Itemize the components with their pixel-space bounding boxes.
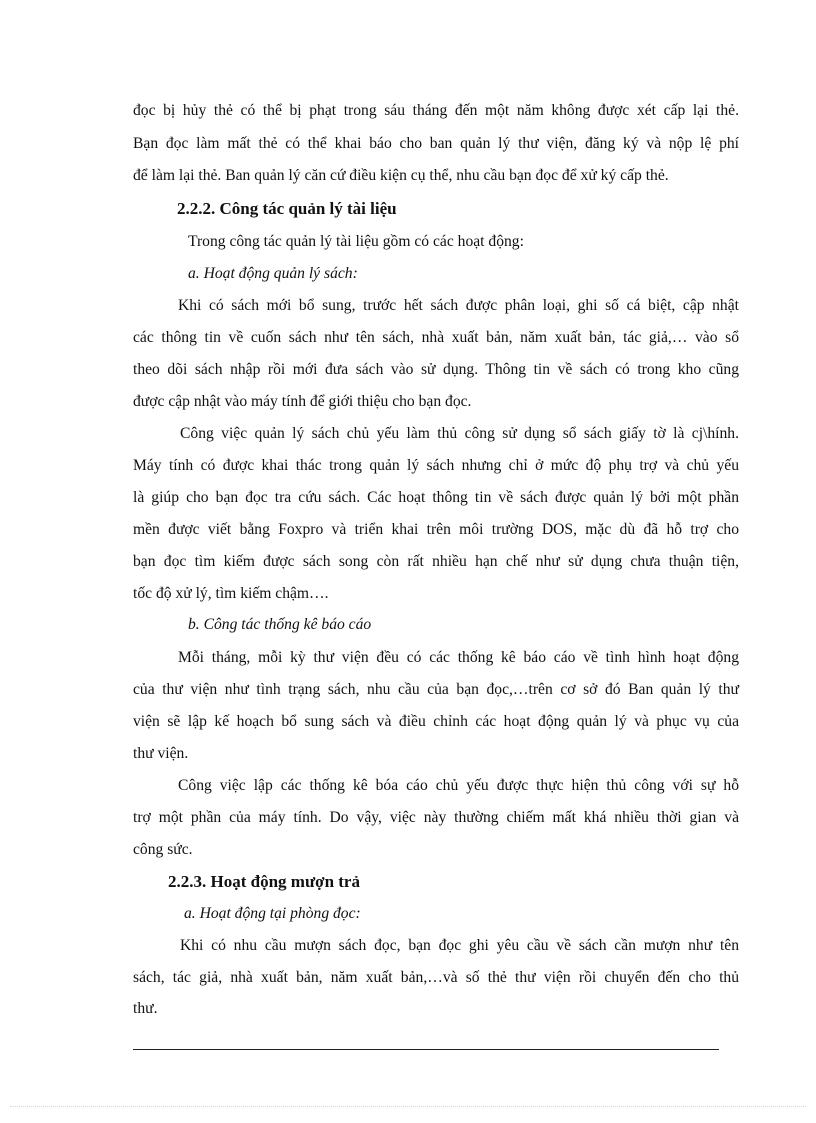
section-intro: Trong công tác quản lý tài liệu gồm có các hoạt động: (188, 233, 524, 250)
text-line: Mỗi tháng, mỗi kỳ thư viện đều có các thống kê báo cáo về tình hình hoạt động (178, 649, 739, 666)
text-line: Khi có sách mới bổ sung, trước hết sách được phân loại, ghi số cá biệt, cập nhật (178, 297, 739, 314)
text-line: viện sẽ lập kế hoạch bổ sung sách và điều chỉnh các hoạt động quản lý và phục vụ của (133, 713, 739, 730)
text-line: Khi có nhu cầu mượn sách đọc, bạn đọc ghi yêu cầu về sách cần mượn như tên (180, 937, 739, 954)
text-line: Bạn đọc làm mất thẻ có thể khai báo cho ban quản lý thư viện, đăng ký và nộp lệ phí (133, 135, 739, 152)
section-heading: 2.2.2. Công tác quản lý tài liệu (177, 199, 397, 218)
text-line: Công việc quản lý sách chủ yếu làm thủ công sử dụng sổ sách giấy tờ là cj\hính. (180, 425, 739, 442)
text-line: Máy tính có được khai thác trong quản lý sách nhưng chỉ ở mức độ phụ trợ và chủ yếu (133, 457, 739, 474)
subsection-heading: b. Công tác thống kê báo cáo (188, 616, 372, 633)
text-line: trợ một phần của máy tính. Do vậy, việc này thường chiếm mất khá nhiều thời gian và (133, 809, 739, 826)
text-line: là giúp cho bạn đọc tra cứu sách. Các hoạt thông tin về sách được quản lý bởi một phần (133, 489, 739, 506)
text-line: thư viện. (133, 745, 189, 762)
text-line: tốc độ xử lý, tìm kiếm chậm…. (133, 585, 329, 602)
text-line: đọc bị hủy thẻ có thể bị phạt trong sáu tháng đến một năm không được xét cấp lại thẻ. (133, 102, 739, 119)
text-line: sách, tác giả, nhà xuất bản, năm xuất bản,…và số thẻ thư viện rồi chuyển đến cho thủ (133, 969, 739, 986)
section-heading: 2.2.3. Hoạt động mượn trả (168, 872, 360, 891)
text-line: Công việc lập các thống kê bóa cáo chủ yếu được thực hiện thủ công với sự hỗ (178, 777, 739, 794)
text-line: bạn đọc tìm kiếm được sách song còn rất nhiều hạn chế như sử dụng chưa thuận tiện, (133, 553, 739, 570)
subsection-heading: a. Hoạt động tại phòng đọc: (184, 905, 361, 922)
page-bottom-border (10, 1106, 806, 1107)
footer-rule (133, 1049, 719, 1050)
text-line: công sức. (133, 841, 193, 858)
text-line: theo dõi sách nhập rồi mới đưa sách vào sử dụng. Thông tin về sách có trong kho cũng (133, 361, 739, 378)
text-line: để làm lại thẻ. Ban quản lý căn cứ điều kiện cụ thể, nhu cầu bạn đọc để xử ký cấp thẻ. (133, 167, 669, 184)
text-line: được cập nhật vào máy tính để giới thiệu cho bạn đọc. (133, 393, 472, 410)
text-line: các thông tin về cuốn sách như tên sách, nhà xuất bản, năm xuất bản, tác giả,… vào sổ (133, 329, 739, 346)
text-line: thư. (133, 1000, 158, 1017)
text-line: của thư viện như tình trạng sách, nhu cầu của bạn đọc,…trên cơ sở đó Ban quản lý thư (133, 681, 739, 698)
subsection-heading: a. Hoạt động quản lý sách: (188, 265, 358, 282)
text-line: mền được viết bằng Foxpro và triển khai trên môi trường DOS, mặc dù đã hỗ trợ cho (133, 521, 739, 538)
